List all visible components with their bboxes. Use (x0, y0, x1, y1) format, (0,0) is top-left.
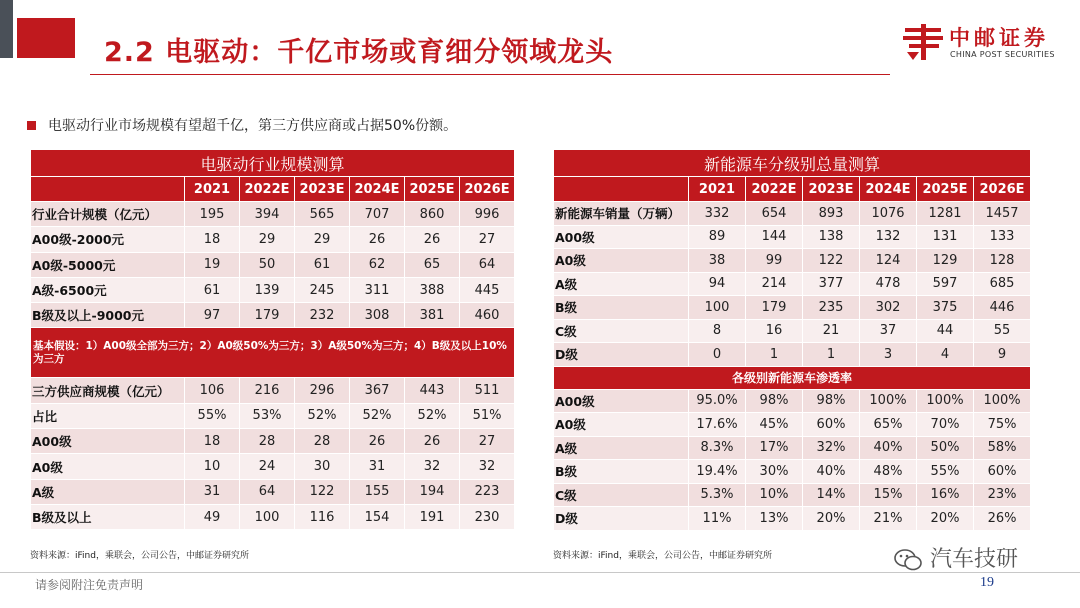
table-row (31, 277, 515, 302)
data-cell: 18 (185, 227, 240, 252)
data-cell: 230 (460, 504, 515, 529)
penetration-subheader-row (554, 366, 1031, 389)
data-cell: 1457 (974, 202, 1031, 226)
table-row (554, 460, 1031, 484)
data-cell: 20% (917, 507, 974, 531)
data-cell: 100% (917, 389, 974, 413)
data-cell: 10% (746, 483, 803, 507)
year-header: 2025E (405, 177, 460, 202)
data-cell: 214 (746, 272, 803, 296)
data-cell: 132 (860, 225, 917, 249)
year-header: 2025E (917, 177, 974, 202)
data-cell: 8.3% (689, 436, 746, 460)
data-cell: 64 (460, 252, 515, 277)
data-cell: 40% (803, 460, 860, 484)
data-cell: 11% (689, 507, 746, 531)
data-cell: 460 (460, 303, 515, 328)
data-cell: 235 (803, 296, 860, 320)
data-cell: 707 (350, 202, 405, 227)
data-cell: 446 (974, 296, 1031, 320)
data-cell: 45% (746, 413, 803, 437)
data-cell: 0 (689, 343, 746, 367)
table-row (554, 319, 1031, 343)
row-label: A0级 (31, 454, 185, 479)
data-cell: 100 (689, 296, 746, 320)
table-row (31, 429, 515, 454)
data-cell: 26 (405, 429, 460, 454)
data-cell: 179 (240, 303, 295, 328)
table-caption-row (31, 150, 515, 177)
data-cell: 51% (460, 403, 515, 428)
data-cell: 98% (746, 389, 803, 413)
row-label: B级及以上-9000元 (31, 303, 185, 328)
table-row (554, 296, 1031, 320)
data-cell: 97 (185, 303, 240, 328)
data-cell: 128 (974, 249, 1031, 273)
row-label: B级 (554, 296, 689, 320)
data-cell: 302 (860, 296, 917, 320)
data-cell: 893 (803, 202, 860, 226)
data-cell: 8 (689, 319, 746, 343)
data-cell: 685 (974, 272, 1031, 296)
data-cell: 443 (405, 378, 460, 403)
data-cell: 55 (974, 319, 1031, 343)
row-label: A级 (554, 436, 689, 460)
row-label: 三方供应商规模（亿元） (31, 378, 185, 403)
data-cell: 445 (460, 277, 515, 302)
data-cell: 332 (689, 202, 746, 226)
data-cell: 191 (405, 504, 460, 529)
data-cell: 26 (350, 429, 405, 454)
row-label: 占比 (31, 403, 185, 428)
data-cell: 55% (185, 403, 240, 428)
data-cell: 381 (405, 303, 460, 328)
data-cell: 26 (405, 227, 460, 252)
data-cell: 26 (350, 227, 405, 252)
data-cell: 52% (295, 403, 350, 428)
data-cell: 122 (803, 249, 860, 273)
data-cell: 52% (405, 403, 460, 428)
row-label: A级 (554, 272, 689, 296)
ev-drive-market-table (30, 149, 515, 530)
table-row (31, 504, 515, 529)
data-cell: 14% (803, 483, 860, 507)
data-cell: 32 (460, 454, 515, 479)
data-cell: 565 (295, 202, 350, 227)
data-cell: 1281 (917, 202, 974, 226)
data-cell: 19 (185, 252, 240, 277)
data-cell: 16% (917, 483, 974, 507)
row-label: A0级 (554, 413, 689, 437)
row-label: A00级 (31, 429, 185, 454)
data-cell: 223 (460, 479, 515, 504)
data-cell: 17% (746, 436, 803, 460)
china-post-logo-icon (903, 24, 943, 60)
data-cell: 21% (860, 507, 917, 531)
data-cell: 26% (974, 507, 1031, 531)
data-cell: 133 (974, 225, 1031, 249)
data-cell: 245 (295, 277, 350, 302)
row-label: A级 (31, 479, 185, 504)
nev-volume-table (553, 149, 1031, 531)
year-header: 2022E (746, 177, 803, 202)
data-cell: 597 (917, 272, 974, 296)
data-cell: 94 (689, 272, 746, 296)
data-cell: 62 (350, 252, 405, 277)
data-cell: 154 (350, 504, 405, 529)
data-cell: 38 (689, 249, 746, 273)
logo-english-name: CHINA POST SECURITIES (950, 50, 1055, 59)
table-row (554, 272, 1031, 296)
year-header: 2026E (974, 177, 1031, 202)
data-cell: 31 (185, 479, 240, 504)
data-cell: 4 (917, 343, 974, 367)
data-cell: 129 (917, 249, 974, 273)
data-cell: 1 (803, 343, 860, 367)
data-cell: 15% (860, 483, 917, 507)
data-cell: 40% (860, 436, 917, 460)
data-cell: 27 (460, 227, 515, 252)
data-cell: 194 (405, 479, 460, 504)
row-label: 行业合计规模（亿元） (31, 202, 185, 227)
left-table-source: 资料来源：iFind，乘联会，公司公告，中邮证券研究所 (30, 551, 249, 561)
data-cell: 95.0% (689, 389, 746, 413)
data-cell: 5.3% (689, 483, 746, 507)
data-cell: 131 (917, 225, 974, 249)
table-row (31, 227, 515, 252)
data-cell: 58% (974, 436, 1031, 460)
wechat-icon (893, 548, 923, 572)
data-cell: 61 (185, 277, 240, 302)
table-row (31, 479, 515, 504)
data-cell: 216 (240, 378, 295, 403)
data-cell: 28 (240, 429, 295, 454)
table-row (31, 454, 515, 479)
data-cell: 29 (295, 227, 350, 252)
table-row (554, 202, 1031, 226)
data-cell: 17.6% (689, 413, 746, 437)
data-cell: 311 (350, 277, 405, 302)
year-header: 2021 (689, 177, 746, 202)
data-cell: 139 (240, 277, 295, 302)
data-cell: 100 (240, 504, 295, 529)
data-cell: 144 (746, 225, 803, 249)
row-label: A00级-2000元 (31, 227, 185, 252)
data-cell: 20% (803, 507, 860, 531)
data-cell: 64 (240, 479, 295, 504)
table-row (554, 389, 1031, 413)
summary-text: 电驱动行业市场规模有望超千亿，第三方供应商或占据50%份额。 (48, 118, 458, 134)
data-cell: 13% (746, 507, 803, 531)
data-cell: 232 (295, 303, 350, 328)
table-row (31, 403, 515, 428)
header-blank-cell (554, 177, 689, 202)
right-table-source: 资料来源：iFind，乘联会，公司公告，中邮证券研究所 (553, 551, 772, 561)
watermark-text: 汽车技研 (930, 547, 1019, 572)
data-cell: 89 (689, 225, 746, 249)
data-cell: 16 (746, 319, 803, 343)
data-cell: 195 (185, 202, 240, 227)
data-cell: 55% (917, 460, 974, 484)
data-cell: 65 (405, 252, 460, 277)
data-cell: 116 (295, 504, 350, 529)
data-cell: 388 (405, 277, 460, 302)
data-cell: 10 (185, 454, 240, 479)
assumption-note-row (31, 328, 515, 378)
data-cell: 3 (860, 343, 917, 367)
table-row (554, 225, 1031, 249)
bullet-square-icon (27, 121, 36, 130)
data-cell: 296 (295, 378, 350, 403)
table-row (554, 436, 1031, 460)
table-header-row (554, 177, 1031, 202)
row-label: 新能源车销量（万辆） (554, 202, 689, 226)
data-cell: 9 (974, 343, 1031, 367)
data-cell: 375 (917, 296, 974, 320)
disclaimer-text: 请参阅附注免责声明 (35, 578, 144, 592)
penetration-subheader: 各级别新能源车渗透率 (554, 366, 1031, 389)
data-cell: 70% (917, 413, 974, 437)
row-label: C级 (554, 483, 689, 507)
data-cell: 377 (803, 272, 860, 296)
data-cell: 99 (746, 249, 803, 273)
data-cell: 19.4% (689, 460, 746, 484)
row-label: A00级 (554, 389, 689, 413)
data-cell: 52% (350, 403, 405, 428)
data-cell: 60% (803, 413, 860, 437)
year-header: 2024E (860, 177, 917, 202)
data-cell: 124 (860, 249, 917, 273)
row-label: B级及以上 (31, 504, 185, 529)
data-cell: 1 (746, 343, 803, 367)
data-cell: 155 (350, 479, 405, 504)
data-cell: 29 (240, 227, 295, 252)
data-cell: 32% (803, 436, 860, 460)
data-cell: 27 (460, 429, 515, 454)
data-cell: 122 (295, 479, 350, 504)
data-cell: 179 (746, 296, 803, 320)
watermark (893, 542, 1018, 573)
table-header-row (31, 177, 515, 202)
table-row (31, 378, 515, 403)
data-cell: 53% (240, 403, 295, 428)
year-header: 2023E (295, 177, 350, 202)
table-row (554, 483, 1031, 507)
data-cell: 1076 (860, 202, 917, 226)
data-cell: 37 (860, 319, 917, 343)
page-number: 19 (980, 575, 994, 590)
data-cell: 654 (746, 202, 803, 226)
header-blank-cell (31, 177, 185, 202)
table-caption-row (554, 150, 1031, 177)
data-cell: 60% (974, 460, 1031, 484)
data-cell: 860 (405, 202, 460, 227)
data-cell: 511 (460, 378, 515, 403)
data-cell: 394 (240, 202, 295, 227)
data-cell: 32 (405, 454, 460, 479)
data-cell: 98% (803, 389, 860, 413)
row-label: B级 (554, 460, 689, 484)
data-cell: 308 (350, 303, 405, 328)
data-cell: 31 (350, 454, 405, 479)
data-cell: 48% (860, 460, 917, 484)
data-cell: 18 (185, 429, 240, 454)
table-row (554, 249, 1031, 273)
page-title: 2.2 电驱动：千亿市场或育细分领域龙头 (104, 37, 614, 68)
year-header: 2026E (460, 177, 515, 202)
corner-decoration-red (17, 18, 75, 58)
table-row (31, 252, 515, 277)
table-row (554, 343, 1031, 367)
year-header: 2023E (803, 177, 860, 202)
data-cell: 996 (460, 202, 515, 227)
data-cell: 30 (295, 454, 350, 479)
row-label: D级 (554, 507, 689, 531)
year-header: 2022E (240, 177, 295, 202)
assumption-note: 基本假设：1）A00级全部为三方；2）A0级50%为三方；3）A级50%为三方；4）B级及以上10%为三方 (31, 328, 515, 378)
year-header: 2024E (350, 177, 405, 202)
year-header: 2021 (185, 177, 240, 202)
row-label: A0级-5000元 (31, 252, 185, 277)
table-row (31, 303, 515, 328)
data-cell: 138 (803, 225, 860, 249)
data-cell: 30% (746, 460, 803, 484)
row-label: C级 (554, 319, 689, 343)
table-row (554, 413, 1031, 437)
logo-chinese-name: 中邮证券 (949, 26, 1049, 50)
row-label: A00级 (554, 225, 689, 249)
table-row (31, 202, 515, 227)
data-cell: 49 (185, 504, 240, 529)
table-caption: 电驱动行业规模测算 (31, 150, 515, 177)
row-label: A0级 (554, 249, 689, 273)
data-cell: 50% (917, 436, 974, 460)
title-divider (90, 74, 890, 75)
row-label: A级-6500元 (31, 277, 185, 302)
data-cell: 100% (860, 389, 917, 413)
data-cell: 23% (974, 483, 1031, 507)
data-cell: 24 (240, 454, 295, 479)
data-cell: 44 (917, 319, 974, 343)
data-cell: 478 (860, 272, 917, 296)
data-cell: 65% (860, 413, 917, 437)
data-cell: 50 (240, 252, 295, 277)
data-cell: 21 (803, 319, 860, 343)
table-caption: 新能源车分级别总量测算 (554, 150, 1031, 177)
table-row (554, 507, 1031, 531)
corner-decoration-dark (0, 0, 13, 58)
data-cell: 367 (350, 378, 405, 403)
data-cell: 106 (185, 378, 240, 403)
footer-divider (0, 572, 1080, 573)
data-cell: 28 (295, 429, 350, 454)
data-cell: 75% (974, 413, 1031, 437)
company-logo (903, 22, 1073, 64)
data-cell: 100% (974, 389, 1031, 413)
row-label: D级 (554, 343, 689, 367)
data-cell: 61 (295, 252, 350, 277)
